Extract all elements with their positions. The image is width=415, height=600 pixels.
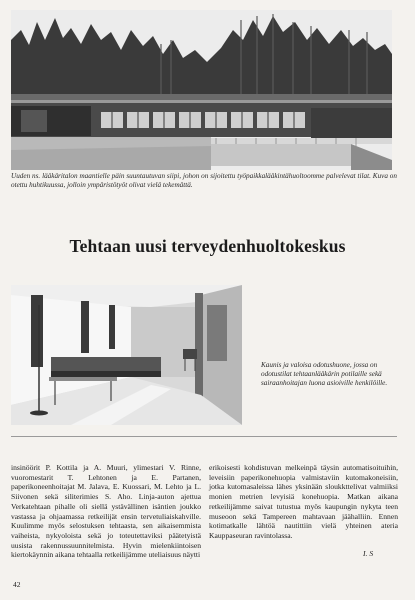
waiting-room-caption: Kaunis ja valoisa odotushuone, jossa on odotustilat tehtaanlääkärin potilaille sekä sairaanhoitajan luona asioiville henkilöille. <box>261 361 388 387</box>
section-divider <box>11 436 397 437</box>
article-text-left: insinöörit P. Kottila ja A. Muuri, ylimestari V. Rinne, vuoromestarit T. Lehtonen ja E. Partanen, paperikoneenhoitajat M. Jalava, E. Kuossari, M. Lehto ja L. Siivonen sekä siliterimies S. Aho. Linja-auton ajettua Verkatehtaan pihalle oli siellä ystävällinen isäntien joukko vastassa ja ohjaamassa retkeilijät ensin tervetuliaiskahville. Kuulimme myös selostuksen tehtaasta, sen aikaisemmista vaiheista, nykyoloista sekä jo toteutettaviksi päätetyistä uusista rakennussuunnitelmista. Hyvin mielenkiintoisen kiertokäynnin aikana tehtaalla retkeilijämme uteliaisuus näytti <box>11 463 201 560</box>
top-photo-caption: Uuden ns. lääkäritalon maantielle päin suuntautuvan siipi, johon on sijoitettu työpaikkalääkintähuoltoomme palvelevat tilat. Kuva on otettu huhtikuussa, jolloin ympäristötyöt olivat vielä tekemättä. <box>11 172 397 189</box>
article-headline: Tehtaan uusi terveydenhuoltokeskus <box>69 235 346 256</box>
page-number: 42 <box>13 580 21 589</box>
article-text-right: erikoisesti kohdistuvan melkeinpä täysin automatisoituihin, leveisiin paperikonehuopia valmistaviin kutomakoneisiin, jotka kutomasaleissa lähes yksinään sloukkttelivat valmiiksi monien metrien levyisiä konehuopia. Matkan aikana retkeilijämme saivat tutustua myös kaupungin nykyta teen museoon sekä Tampereen mahtavaan jäähalliin. Ennen kotimatkalle lähtöä nautittiin vielä yhteinen ateria Kauppaseuran ravintolassa. <box>209 463 398 540</box>
building-photo <box>11 10 392 170</box>
author-signature: I. S <box>363 549 374 558</box>
waiting-room-photo <box>11 285 242 425</box>
article-column-left <box>11 463 201 560</box>
article-column-right <box>209 463 398 541</box>
